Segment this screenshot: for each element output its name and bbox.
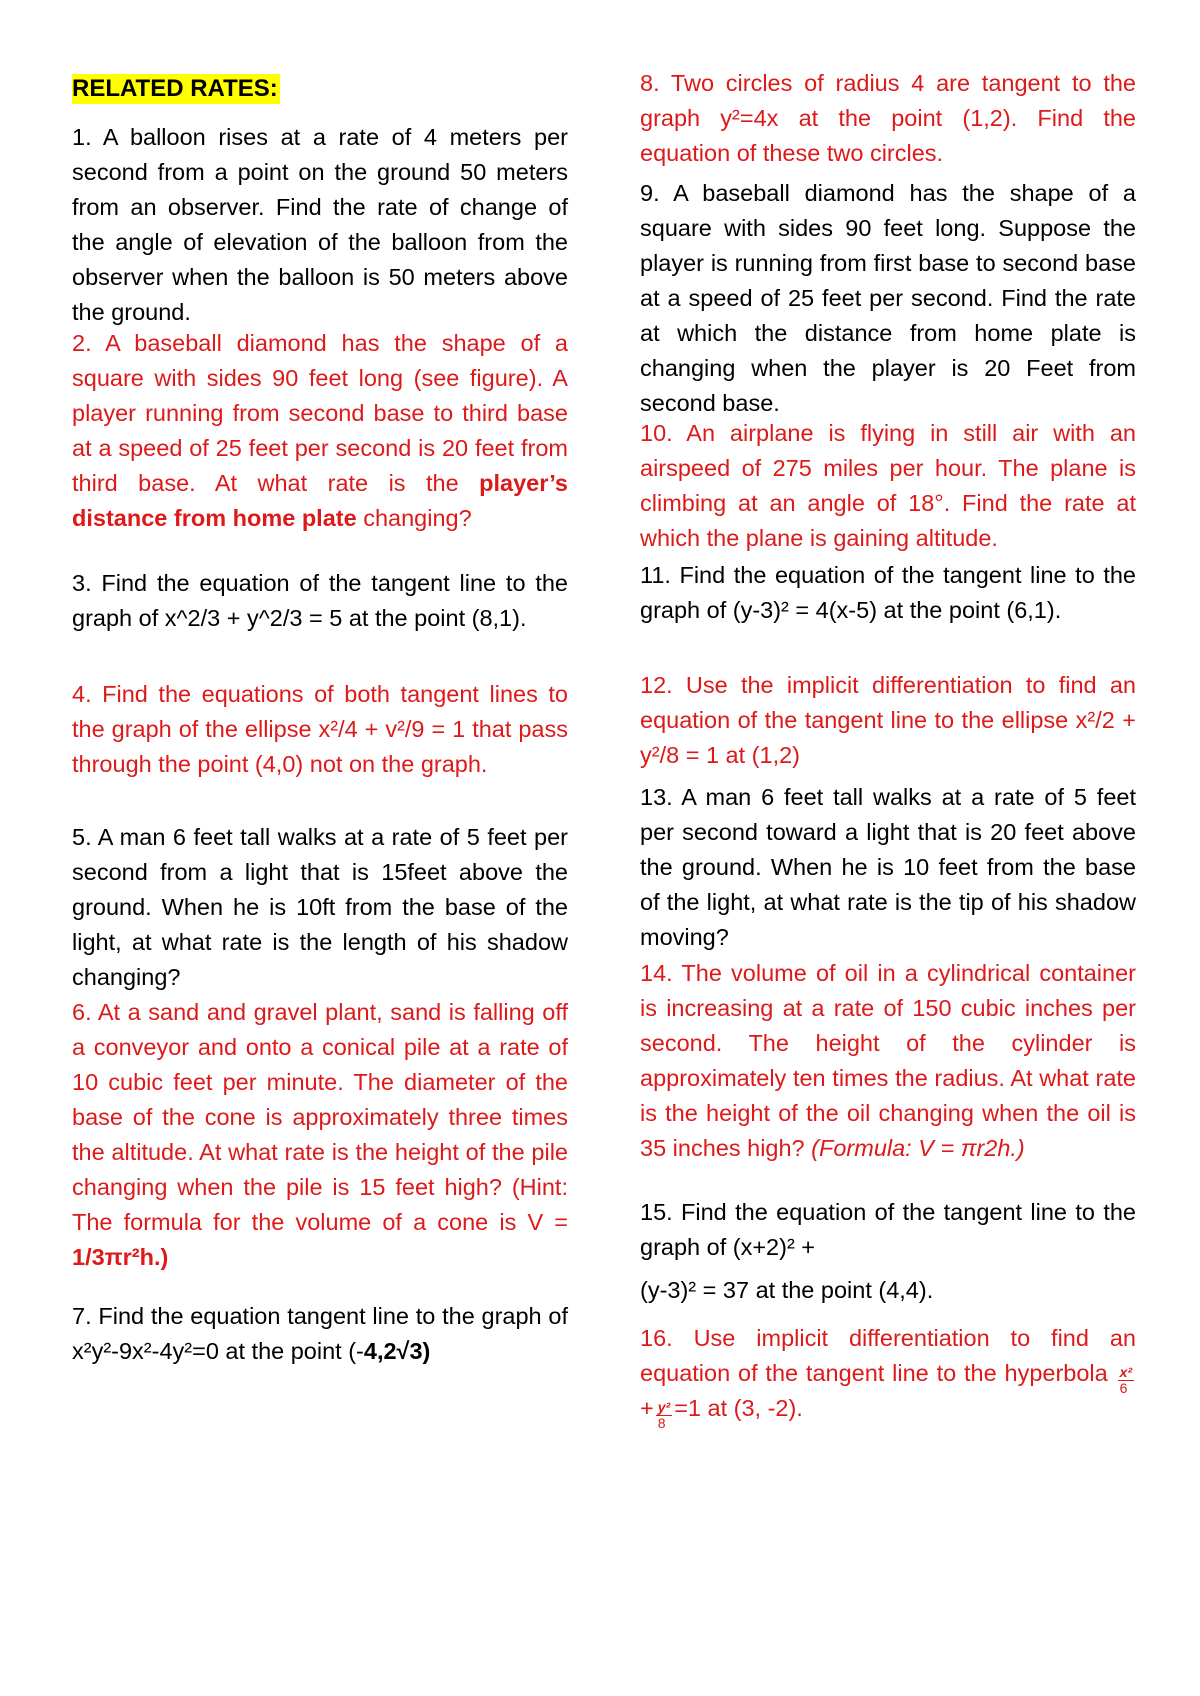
problem-5: 5. A man 6 feet tall walks at a rate of 5 feet per second from a light that is 15feet above the ground. When he is 10ft from the base of the light, at what rate is the length of his shadow changing? bbox=[72, 824, 568, 990]
problem-6-text: 6. At a sand and gravel plant, sand is falling off a conveyor and onto a conical pile at a rate of 10 cubic feet per minute. The diameter of the base of the cone is approximately three times the altitude. At what rate is the height of the pile changing when the pile is 15 feet high? (Hint: The formula for the volume of a cone is V = bbox=[72, 999, 568, 1235]
problem-12: 12. Use the implicit differentiation to find an equation of the tangent line to the ellipse x²/2 + y²/8 = 1 at (1,2) bbox=[640, 672, 1136, 768]
problem-7 bbox=[72, 1299, 568, 1369]
problem-8: 8. Two circles of radius 4 are tangent to the graph y²=4x at the point (1,2). Find the equation of these two circles. bbox=[640, 70, 1136, 166]
problem-1: 1. A balloon rises at a rate of 4 meters per second from a point on the ground 50 meters from an observer. Find the rate of change of the angle of elevation of the balloon from the observer when the balloon is 50 meters above the ground. bbox=[72, 124, 568, 325]
problem-3: 3. Find the equation of the tangent line to the graph of x^2/3 + y^2/3 = 5 at the point (8,1). bbox=[72, 570, 568, 631]
problem-2-bold-text: player’s distance from home plate bbox=[72, 470, 568, 531]
problem-2-end: changing? bbox=[363, 505, 472, 531]
problem-4: 4. Find the equations of both tangent lines to the graph of the ellipse x²/4 + v²/9 = 1 that pass through the point (4,0) not on the graph. bbox=[72, 681, 568, 777]
problem-9: 9. A baseball diamond has the shape of a square with sides 90 feet long. Suppose the player is running from first base to second base at a speed of 25 feet per second. Find the rate at which the distance from home plate is changing when the player is 20 Feet from second base. bbox=[640, 180, 1136, 416]
problem-6 bbox=[72, 995, 568, 1275]
problem-14-text: 14. The volume of oil in a cylindrical container is increasing at a rate of 150 cubic inches per second. The height of the cylinder is approximately ten times the radius. At what rate is the height of the oil changing when the oil is 35 inches high? bbox=[640, 960, 1136, 1161]
problem-2 bbox=[72, 326, 568, 536]
problem-14-formula: (Formula: V = πr2h.) bbox=[811, 1135, 1025, 1161]
fraction-denominator: 8 bbox=[657, 1415, 666, 1432]
problem-16 bbox=[640, 1321, 1136, 1432]
fraction-x2-over-6 bbox=[1118, 1365, 1134, 1396]
plus-sign: + bbox=[640, 1395, 654, 1421]
problem-11: 11. Find the equation of the tangent line to the graph of (y-3)² = 4(x-5) at the point (6,1). bbox=[640, 562, 1136, 623]
page-title: RELATED RATES: bbox=[72, 75, 278, 102]
problem-16-text: 16. Use implicit differentiation to find an equation of the tangent line to the hyperbola bbox=[640, 1325, 1136, 1386]
problem-7-text: 7. Find the equation tangent line to the graph of x²y²-9x²-4y²=0 at the point (- bbox=[72, 1303, 568, 1364]
problem-15-line-1: 15. Find the equation of the tangent line to the graph of (x+2)² + bbox=[640, 1199, 1136, 1260]
problem-6-formula: 1/3πr²h.) bbox=[72, 1244, 169, 1270]
problem-7-point: 4,2√3) bbox=[363, 1338, 431, 1364]
problem-13: 13. A man 6 feet tall walks at a rate of 5 feet per second toward a light that is 20 feet above the ground. When he is 10 feet from the base of the light, at what rate is the tip of his shadow moving? bbox=[640, 784, 1136, 950]
fraction-y2-over-8 bbox=[656, 1400, 672, 1431]
fraction-numerator: x² bbox=[1119, 1364, 1133, 1381]
problem-10: 10. An airplane is flying in still air with an airspeed of 275 miles per hour. The plane is climbing at an angle of 18°. Find the rate at which the plane is gaining altitude. bbox=[640, 420, 1136, 551]
problem-2-text: 2. A baseball diamond has the shape of a square with sides 90 feet long (see figure). A player running from second base to third base at a speed of 25 feet per second is 20 feet from third base. At what rate is the bbox=[72, 330, 568, 496]
problem-16-end: =1 at (3, -2). bbox=[674, 1395, 803, 1421]
fraction-denominator: 6 bbox=[1119, 1380, 1128, 1397]
problem-14 bbox=[640, 956, 1136, 1166]
fraction-numerator: y² bbox=[657, 1399, 671, 1416]
problem-15-line-2: (y-3)² = 37 at the point (4,4). bbox=[640, 1277, 934, 1303]
